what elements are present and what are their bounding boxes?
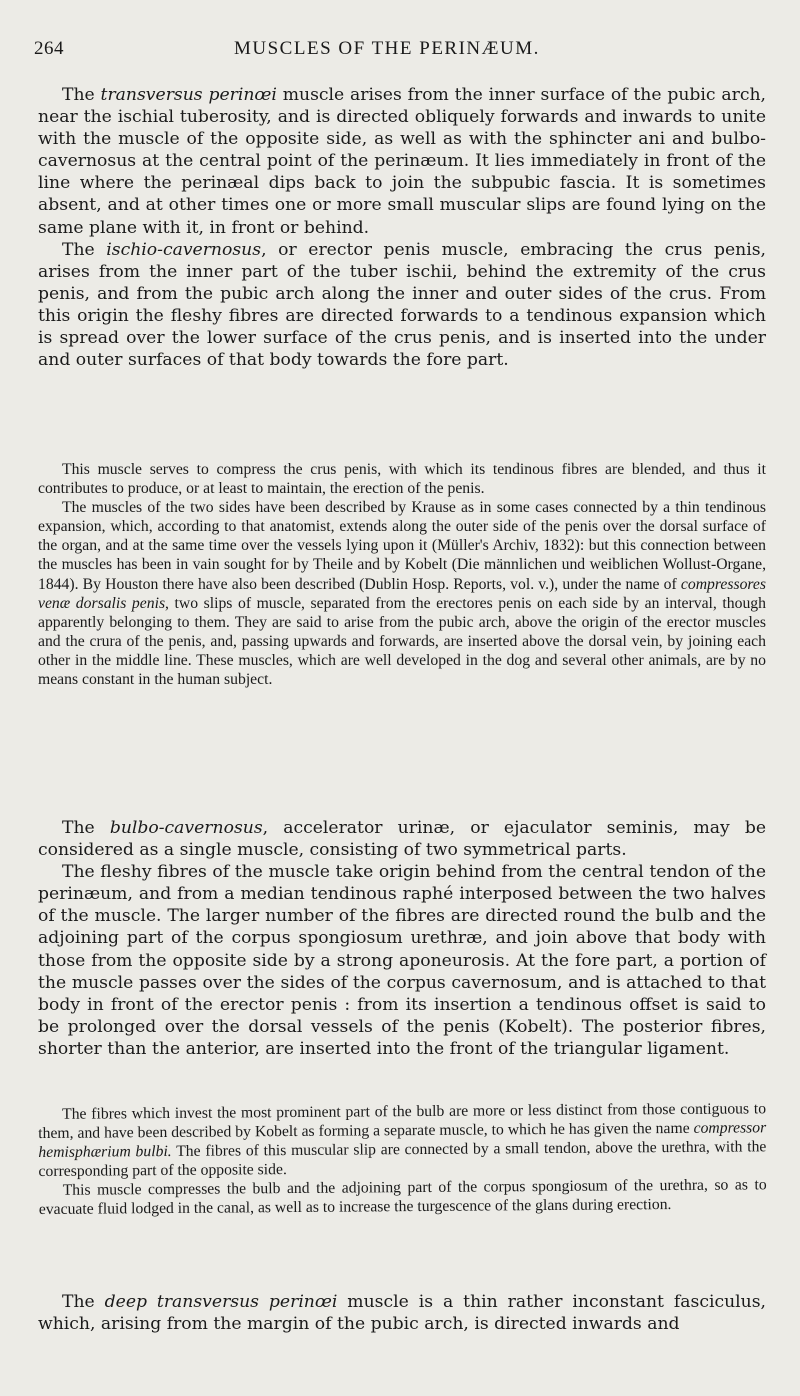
section-deep-transversus xyxy=(38,1291,766,1335)
note-compresses-bulb: This muscle compresses the bulb and the adjoining part of the corpus spongiosum of the urethra, so as to evacuate fluid lodged in the canal, as well as to increase the turgescence of the glans during erection. xyxy=(38,1176,767,1219)
paragraph-bulbo-fibres: The fleshy fibres of the muscle take origin behind from the central tendon of the perinæum, and from a median tendinous raphé interposed between the two halves of the muscle. The larger number of the fibres are directed round the bulb and the adjoining part of the corpus spongiosum urethræ, and join above that body with those from the opposite side by a strong aponeurosis. At the fore part, a portion of the muscle passes over the sides of the corpus cavernosum, and is attached to that body in front of the erector penis : from its insertion a tendinous offset is said to be prolonged over the dorsal vessels of the penis (Kobelt). The posterior fibres, shorter than the anterior, are inserted into the front of the triangular ligament. xyxy=(38,862,766,1059)
paragraph-bulbo-cavernosus: The bulbo-cavernosus, accelerator urinæ, or ejaculator seminis, may be considered as a single muscle, consisting of two symmetrical parts. xyxy=(38,818,766,861)
section-bulbo-cavernosus xyxy=(38,817,766,1060)
term-bulbo-cavernosus: bulbo-cavernosus xyxy=(109,818,263,838)
notes-ischio-cavernosus xyxy=(38,460,766,689)
term-ischio-cavernosus: ischio-cavernosus xyxy=(106,239,262,260)
page-number: 264 xyxy=(34,38,64,59)
term-compressores-venae: compressores venæ dorsalis penis xyxy=(38,575,766,612)
paragraph-transversus-perinaei: The transversus perinœi muscle arises from the inner surface of the pubic arch, near the ischial tuberosity, and is directed obliquely forwards and inwards to unite with the muscle of the opposite side, as well as with the sphincter ani and bulbo-cavernosus at the central point of the perinæum. It lies immediately in front of the line where the perinæal dips back to join the subpubic fascia. It is sometimes absent, and at other times one or more small muscular slips are found lying on the same plane with it, in front or behind. xyxy=(38,85,766,238)
paragraph-deep-transversus: The deep transversus perinœi muscle is a thin rather inconstant fasciculus, which, arising from the margin of the pubic arch, is directed inwards and xyxy=(38,1292,766,1335)
section-transversus-ischio xyxy=(38,84,766,371)
notes-bulbo-cavernosus xyxy=(38,1099,767,1219)
note-krause-houston: The muscles of the two sides have been described by Krause as in some cases connected by a thin tendinous expansion, which, according to that anatomist, extends along the outer side of the penis over the dorsal surface of the organ, and at the same time over the vessels lying upon it (Müller's Archiv, 1832): but this connection between the muscles has been in vain sought for by Theile and by Kobelt (Die männlichen und weiblichen Wollust-Organe, 1844). By Houston there have also been described (Dublin Hosp. Reports, vol. v.), under the name of compressores venæ dorsalis penis, two slips of muscle, separated from the erectores penis on each side by an interval, though apparently belonging to them. They are said to arise from the pubic arch, above the origin of the erector muscles and the crura of the penis, and, passing upwards and forwards, are inserted above the dorsal vein, by joining each other in the middle line. These muscles, which are well developed in the dog and several other animals, are by no means constant in the human subject. xyxy=(38,499,766,689)
note-compressor-hemisphaerium: The fibres which invest the most prominent part of the bulb are more or less distinct from those contiguous to them, and have been described by Kobelt as forming a separate muscle, to which he has given the name compressor hemisphærium bulbi. The fibres of this muscular slip are connected by a small tendon, above the urethra, with the corresponding part of the opposite side. xyxy=(38,1100,767,1181)
page-header xyxy=(34,38,774,64)
term-compressor-hemisphaerium: compressor hemisphærium bulbi. xyxy=(38,1119,767,1162)
note-compress-crus: This muscle serves to compress the crus penis, with which its tendinous fibres are blended, and thus it contributes to produce, or at least to maintain, the erection of the penis. xyxy=(38,461,766,498)
term-deep-transversus: deep transversus perinœi xyxy=(104,1292,338,1312)
paragraph-ischio-cavernosus: The ischio-cavernosus, or erector penis muscle, embracing the crus penis, arises from the inner part of the tuber ischii, behind the extremity of the crus penis, and from the pubic arch along the inner and outer sides of the crus. From this origin the fleshy fibres are directed forwards to a tendinous expansion which is spread over the lower surface of the crus penis, and is inserted into the under and outer surfaces of that body towards the fore part. xyxy=(38,239,766,371)
running-head: MUSCLES OF THE PERINÆUM. xyxy=(234,38,540,59)
term-transversus-perinaei: transversus perinœi xyxy=(100,85,277,105)
